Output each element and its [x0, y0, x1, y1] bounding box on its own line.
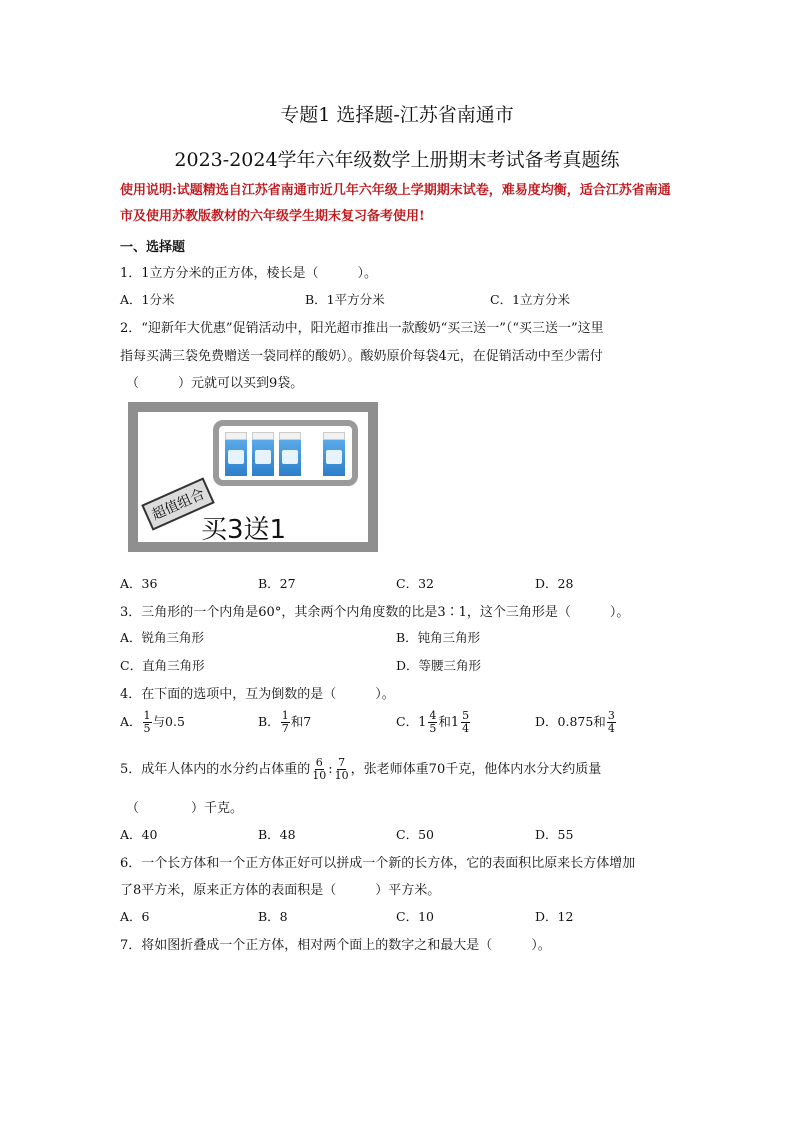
q2-option-a: A．36 [120, 576, 158, 591]
q3-option-c: C．直角三角形 [120, 658, 205, 673]
fraction: $\frac{1}{7}$ [281, 709, 289, 735]
question-2-line-1: 2．“迎新年大优惠”促销活动中，阳光超市推出一款酸奶“买三送一”（“买三送一”这里 [120, 321, 604, 336]
question-5-line-1: 5．成年人体内的水分约占体重的 $\frac{6}{10}$ : $\frac{7}{10}$ ，张老师体重70千克，他体内水分大约质量 [120, 756, 602, 782]
q2-option-b: B．27 [258, 576, 296, 591]
promo-image [128, 402, 378, 552]
fraction: $\frac{3}{4}$ [607, 709, 615, 735]
q6-option-c: C．10 [396, 909, 434, 924]
promo-stamp: 超值组合 [141, 477, 215, 530]
fraction: $\frac{6}{10}$ [312, 756, 327, 782]
mixed-number: 1 $\frac{5}{4}$ [450, 709, 470, 735]
question-6-line-1: 6．一个长方体和一个正方体正好可以拼成一个新的长方体，它的表面积比原来长方体增加 [120, 856, 636, 871]
yogurt-carton-icon [279, 432, 301, 476]
q1-option-a: A．1分米 [120, 292, 175, 307]
q5-option-c: C．50 [396, 827, 434, 842]
question-6-line-2: 了8平方米，原来正方体的表面积是（ ）平方米。 [120, 883, 441, 898]
question-2-line-2: 指每买满三袋免费赠送一袋同样的酸奶）。酸奶原价每袋4元，在促销活动中至少需付 [120, 349, 603, 364]
yogurt-shelf [213, 420, 358, 486]
q4-option-b: B． $\frac{1}{7}$ 和7 [258, 709, 312, 735]
section-heading: 一、选择题 [120, 240, 186, 255]
q4-option-a: A． $\frac{1}{5}$ 与0.5 [120, 709, 185, 735]
q4-option-c: C． 1 $\frac{4}{5}$ 和 1 $\frac{5}{4}$ [396, 709, 470, 735]
yogurt-carton-icon [323, 432, 345, 476]
title-line-2: 2023-2024学年六年级数学上册期末考试备考真题练 [174, 149, 620, 171]
usage-note: 使用说明:试题精选自江苏省南通市近几年六年级上学期期末试卷，难易度均衡，适合江苏省南通市及使用苏教版教材的六年级学生期末复习备考使用! [120, 183, 671, 224]
promo-panel [138, 412, 368, 545]
q6-option-b: B．8 [258, 909, 288, 924]
yogurt-carton-icon [252, 432, 274, 476]
q3-option-b: B．钝角三角形 [396, 630, 481, 645]
q6-option-d: D．12 [535, 909, 574, 924]
question-5-line-2: （ ）千克。 [126, 801, 244, 816]
q5-option-b: B．48 [258, 827, 296, 842]
q3-option-d: D．等腰三角形 [396, 658, 482, 673]
question-4: 4．在下面的选项中，互为倒数的是（ ）。 [120, 687, 395, 702]
mixed-number: 1 $\frac{4}{5}$ [418, 709, 437, 735]
question-3: 3．三角形的一个内角是60°，其余两个内角度数的比是3∶1，这个三角形是（ ）。 [120, 605, 630, 620]
promo-caption: 买3送1 [201, 515, 287, 545]
q2-option-d: D．28 [535, 576, 574, 591]
q2-option-c: C．32 [396, 576, 434, 591]
q1-option-b: B．1平方分米 [305, 292, 385, 307]
fraction: $\frac{1}{5}$ [143, 709, 151, 735]
question-1: 1．1立方分米的正方体，棱长是（ ）。 [120, 266, 378, 281]
q4-option-d: D．0.875和 $\frac{3}{4}$ [535, 709, 615, 735]
q5-option-d: D．55 [535, 827, 574, 842]
q3-option-a: A．锐角三角形 [120, 630, 205, 645]
question-2-line-3: （ ）元就可以买到9袋。 [126, 376, 304, 391]
q6-option-a: A．6 [120, 909, 150, 924]
q5-option-a: A．40 [120, 827, 158, 842]
fraction: $\frac{7}{10}$ [334, 756, 349, 782]
yogurt-carton-icon [225, 432, 247, 476]
q1-option-c: C．1立方分米 [490, 292, 571, 307]
title-line-1: 专题1 选择题-江苏省南通市 [280, 104, 514, 126]
question-7: 7．将如图折叠成一个正方体，相对两个面上的数字之和最大是（ ）。 [120, 938, 551, 953]
